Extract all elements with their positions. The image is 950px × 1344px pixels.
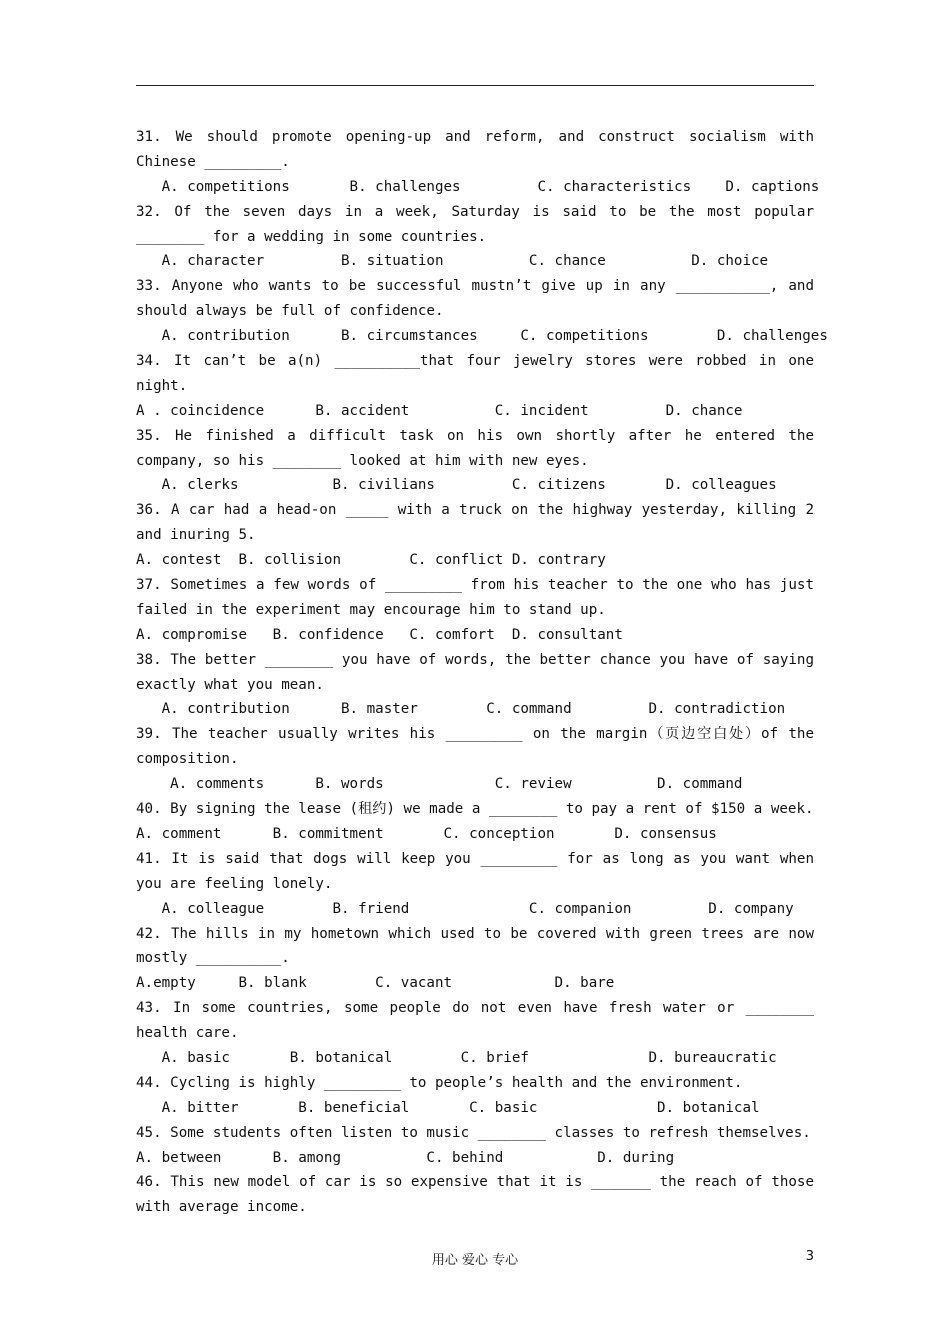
text-line: A. between B. among C. behind D. during bbox=[136, 1149, 675, 1166]
header-rule bbox=[136, 85, 814, 86]
text-line: Chinese _________. bbox=[136, 153, 290, 170]
text-line: A. comment B. commitment C. conception D. consensus bbox=[136, 825, 717, 842]
text-line: 46. This new model of car is so expensive that it is _______ the reach of those bbox=[136, 1174, 814, 1191]
text-line: A. basic B. botanical C. brief D. bureaucratic bbox=[136, 1049, 777, 1066]
text-line: 42. The hills in my hometown which used to be covered with green trees are now bbox=[136, 925, 814, 942]
text-line: composition. bbox=[136, 751, 239, 768]
text-line: A. comments B. words C. review D. command bbox=[136, 776, 743, 793]
text-line: A. compromise B. confidence C. comfort D. consultant bbox=[136, 626, 623, 643]
text-line: A. bitter B. beneficial C. basic D. botanical bbox=[136, 1099, 760, 1116]
text-line: exactly what you mean. bbox=[136, 676, 324, 693]
text-line: and inuring 5. bbox=[136, 527, 256, 544]
text-line: 43. In some countries, some people do not even have fresh water or ________ bbox=[136, 1000, 814, 1017]
text-line: 37. Sometimes a few words of _________ from his teacher to the one who has just bbox=[136, 577, 814, 594]
text-line: 33. Anyone who wants to be successful mustn’t give up in any ___________, and bbox=[136, 278, 814, 295]
text-line: 31. We should promote opening-up and reform, and construct socialism with bbox=[136, 129, 814, 145]
text-line: A . coincidence B. accident C. incident D. chance bbox=[136, 402, 743, 419]
text-line: 41. It is said that dogs will keep you _________ for as long as you want when bbox=[136, 850, 814, 867]
text-line: 39. The teacher usually writes his _________ on the margin（页边空白处）of the bbox=[136, 726, 814, 743]
text-line: A. contribution B. master C. command D. contradiction bbox=[136, 701, 786, 718]
text-line: 35. He finished a difficult task on his own shortly after he entered the bbox=[136, 427, 814, 444]
text-line: ________ for a wedding in some countries. bbox=[136, 228, 487, 245]
text-line: A. colleague B. friend C. companion D. company bbox=[136, 900, 794, 917]
text-line: 40. By signing the lease (租约) we made a ________ to pay a rent of $150 a week. bbox=[136, 801, 814, 818]
text-line: failed in the experiment may encourage him to stand up. bbox=[136, 601, 606, 618]
text-line: with average income. bbox=[136, 1199, 307, 1216]
text-line: 44. Cycling is highly _________ to people’s health and the environment. bbox=[136, 1074, 743, 1091]
text-line: mostly __________. bbox=[136, 950, 290, 967]
text-line: A. character B. situation C. chance D. choice bbox=[136, 253, 769, 270]
text-line: should always be full of confidence. bbox=[136, 303, 444, 320]
footer-motto: 用心 爱心 专心 bbox=[431, 1253, 519, 1268]
text-line: health care. bbox=[136, 1025, 239, 1042]
text-line: A.empty B. blank C. vacant D. bare bbox=[136, 975, 615, 992]
text-line: 45. Some students often listen to music ________ classes to refresh themselves. bbox=[136, 1124, 811, 1141]
text-line: A. contest B. collision C. conflict D. contrary bbox=[136, 552, 606, 569]
question-list bbox=[136, 125, 828, 1220]
text-line: 38. The better ________ you have of words, the better chance you have of saying bbox=[136, 651, 814, 668]
text-line: A. clerks B. civilians C. citizens D. colleagues bbox=[136, 477, 777, 494]
page-number: 3 bbox=[805, 1249, 814, 1264]
text-line: A. competitions B. challenges C. characteristics D. captions bbox=[136, 178, 820, 195]
text-line: A. contribution B. circumstances C. competitions D. challenges bbox=[136, 328, 828, 345]
text-line: 36. A car had a head-on _____ with a truck on the highway yesterday, killing 2 bbox=[136, 502, 814, 519]
text-line: night. bbox=[136, 377, 188, 394]
text-line: you are feeling lonely. bbox=[136, 875, 333, 892]
text-line: company, so his ________ looked at him with new eyes. bbox=[136, 452, 589, 469]
text-line: 34. It can’t be a(n) __________that four jewelry stores were robbed in one bbox=[136, 353, 814, 370]
text-line: 32. Of the seven days in a week, Saturday is said to be the most popular bbox=[136, 203, 814, 220]
